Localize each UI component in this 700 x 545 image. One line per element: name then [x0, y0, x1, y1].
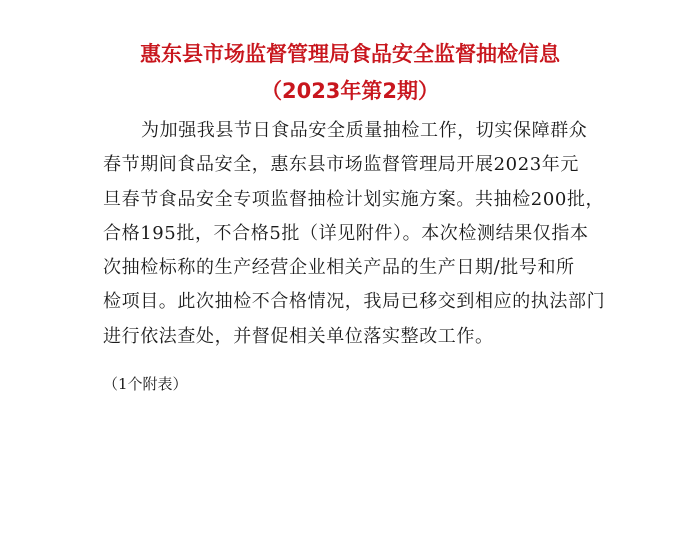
document-title: 惠东县市场监督管理局食品安全监督抽检信息 — [140, 42, 560, 66]
body-line: 次抽检标称的生产经营企业相关产品的生产日期/批号和所 — [103, 257, 575, 279]
document-body — [103, 114, 606, 354]
body-line: 进行依法查处，并督促相关单位落实整改工作。 — [103, 325, 494, 347]
document-subtitle: （2023年第2期） — [260, 79, 440, 103]
body-line: 春节期间食品安全，惠东县市场监督管理局开展2023年元 — [103, 154, 580, 176]
body-line: 为加强我县节日食品安全质量抽检工作，切实保障群众 — [141, 120, 588, 141]
body-line: 旦春节食品安全专项监督抽检计划实施方案。共抽检200批， — [103, 188, 605, 210]
body-line: 检项目。此次抽检不合格情况，我局已移交到相应的执法部门 — [103, 291, 606, 313]
body-line: 合格195批，不合格5批（详见附件）。本次检测结果仅指本 — [103, 222, 589, 244]
attachment-note: （1个附表） — [103, 375, 188, 393]
